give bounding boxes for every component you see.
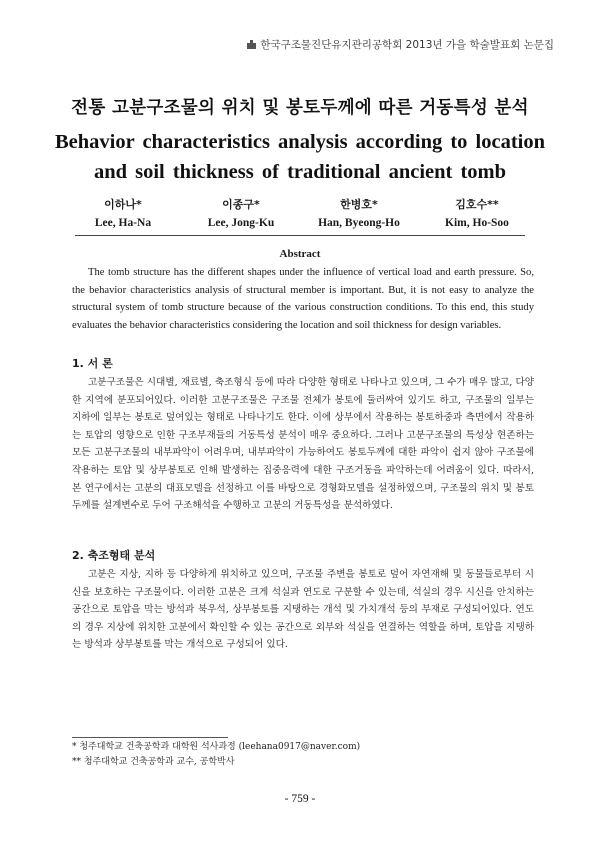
section-heading-construction: 2. 축조형태 분석: [72, 549, 156, 562]
section-text-introduction: 고분구조물은 시대별, 재료별, 축조형식 등에 따라 다양한 형태로 나타나고 있으며, 그 수가 매우 많고, 다양한 지역에 분포되어있다. 이러한 고분구조물은 구조물 전체가 봉토에 둘러싸여 있기도 하고, 구조물의 일부는 지하에 일부는 봉토로 덮여있는 형태로 나타나기도 한다. 이에 상부에서 작용하는 봉토하중과 측면에서 작용하는 토압의 영향으로 인한 구조부재들의 거동특성 분석이 매우 중요하다. 그러나 고분구조물의 특성상 현존하는 모든 고분구조물의 내부파악이 어려우며, 내부파악이 가능하여도 봉토두께에 대한 파악이 쉽지 않아 구조물에 작용하는 토압 및 상부봉토로 인해 발생하는 집중응력에 대한 구조거동을 파악하는데 어려움이 있다. 따라서, 본 연구에서는 고분의 대표모델을 선정하고 이를 바탕으로 경형화모델을 설정하였으며, 구조물의 위치 및 봉토두께를 설계변수로 두어 구조해석을 수행하고 고분의 거동특성을 분석하였다.: [72, 377, 534, 512]
author-english-name: Lee, Ha-Na: [94, 217, 152, 229]
author-4: [422, 197, 532, 231]
footnote-2: ** 청주대학교 건축공학과 교수, 공학박사: [72, 757, 235, 767]
author-english-name: Lee, Jong-Ku: [207, 217, 275, 229]
korean-title: 전통 고분구조물의 위치 및 봉토두께에 따른 거동특성 분석: [71, 98, 529, 118]
footnote-1: * 청주대학교 건축공학과 대학원 석사과정 (leehana0917@naver.com): [72, 742, 361, 752]
author-korean-name: 이하나*: [104, 198, 142, 211]
running-header: [247, 37, 554, 52]
journal-name: 한국구조물진단유지관리공학회 2013년 가을 학술발표회 논문집: [260, 39, 554, 51]
author-english-name: Kim, Ho-Soo: [445, 217, 509, 229]
author-korean-name: 이종구*: [222, 198, 260, 211]
author-korean-name: 한병호*: [340, 198, 378, 211]
section-heading-introduction: 1. 서 론: [72, 357, 113, 370]
footnote-divider: [72, 737, 228, 738]
author-3: [304, 197, 414, 231]
dots-grid-icon: [247, 40, 256, 49]
english-title: Behavior characteristics analysis according to location and soil thickness of traditional ancient tomb: [54, 131, 546, 183]
abstract-heading: Abstract: [279, 248, 321, 260]
author-list: [68, 197, 532, 231]
author-1: [68, 197, 178, 231]
abstract-text: The tomb structure has the different shapes under the influence of vertical load and earth pressure. So, the behavior characteristics analysis of structural member is important. But, it is not easy to analyze the structural system of tomb structure because of the various construction conditions. To this end, this study evaluates the behavior characteristics considering the location and soil thickness for design variables.: [72, 267, 534, 331]
author-korean-name: 김호수**: [455, 198, 499, 211]
section-text-construction: 고분은 지상, 지하 등 다양하게 위치하고 있으며, 구조물 주변을 봉토로 덮어 자연재해 및 동물들로부터 시신을 보호하는 구조물이다. 이러한 고분은 크게 석실과 연도로 구분할 수 있는데, 석실의 경우 시신을 안치하는 공간으로 토압을 막는 방석과 북우석, 상부봉토를 지탱하는 개석 및 가치개석 등의 부재로 구성되어있다. 연도의 경우 지상에 위치한 고분에서 확인할 수 있는 공간으로 외부와 석실을 연결하는 역할을 하며, 토압을 지탱하는 방석과 상부봉토를 막는 개석으로 구성되어 있다.: [72, 569, 534, 651]
author-english-name: Han, Byeong-Ho: [318, 217, 400, 229]
title-divider: [75, 235, 525, 236]
page-number: - 759 -: [284, 793, 316, 805]
author-2: [186, 197, 296, 231]
